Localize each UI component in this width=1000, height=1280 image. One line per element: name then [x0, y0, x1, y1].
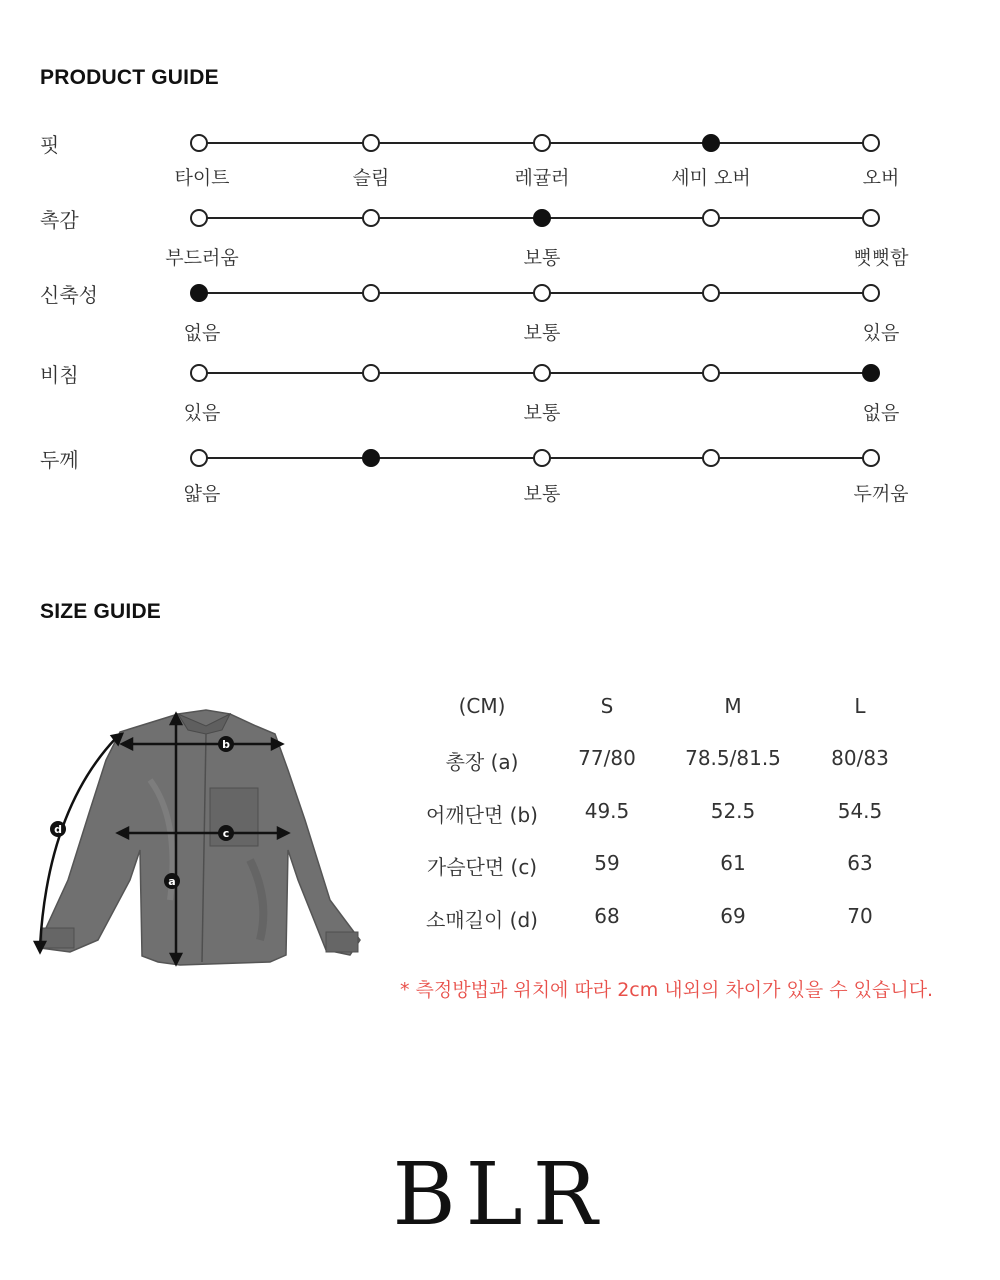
scale-dot-selected — [533, 209, 551, 227]
product-guide-title: PRODUCT GUIDE — [40, 66, 219, 89]
size-table-cell: 68 — [594, 904, 620, 928]
size-table-header-cell: M — [724, 694, 742, 718]
scale-dot — [362, 284, 380, 302]
scale-label: 세미 오버 — [671, 167, 751, 189]
shirt-image — [30, 700, 370, 980]
scale-label: 있음 — [183, 402, 221, 424]
scale-dot-selected — [190, 284, 208, 302]
scale-label: 두꺼움 — [853, 483, 909, 505]
scale-label: 보통 — [523, 322, 561, 344]
scale-dot-selected — [862, 364, 880, 382]
scale-dot — [862, 209, 880, 227]
shirt-measurement-diagram — [30, 700, 370, 980]
size-table-cell: 54.5 — [837, 799, 883, 823]
size-table-row-label: 어깨단면 (b) — [426, 803, 538, 827]
scale-dot — [862, 449, 880, 467]
size-table-cell: 61 — [720, 851, 746, 875]
size-table-cell: 63 — [847, 851, 873, 875]
scale-label: 얇음 — [183, 483, 221, 505]
diagram-label-a: a — [168, 875, 176, 888]
guide-row-label: 두께 — [40, 448, 79, 472]
scale-dot — [862, 134, 880, 152]
size-table-cell: 80/83 — [831, 746, 889, 770]
size-table-row-label: 가슴단면 (c) — [426, 855, 538, 879]
scale-dot — [362, 364, 380, 382]
diagram-label-b: b — [222, 738, 230, 751]
scale-label: 없음 — [862, 402, 900, 424]
scale-dot — [702, 209, 720, 227]
size-table-cell: 59 — [594, 851, 620, 875]
scale-dot — [533, 134, 551, 152]
scale-label: 없음 — [183, 322, 221, 344]
scale-dot-selected — [702, 134, 720, 152]
scale-dot — [190, 209, 208, 227]
size-guide-title: SIZE GUIDE — [40, 600, 162, 623]
brand-logo: BLR — [392, 1145, 608, 1245]
scale-label: 슬림 — [352, 167, 390, 189]
size-table-header-cell: (CM) — [458, 694, 506, 718]
scale-label: 레귤러 — [514, 167, 570, 189]
scale-label: 보통 — [523, 247, 561, 269]
size-table-cell: 77/80 — [578, 746, 636, 770]
scale-dot — [533, 449, 551, 467]
size-table-cell: 78.5/81.5 — [685, 746, 781, 770]
scale-dot — [862, 284, 880, 302]
scale-dot — [702, 364, 720, 382]
scale-dot — [533, 364, 551, 382]
scale-dot — [190, 134, 208, 152]
guide-row-label: 촉감 — [40, 208, 79, 232]
size-table-header-cell: L — [854, 694, 866, 718]
guide-row-label: 신축성 — [40, 283, 98, 307]
scale-label: 부드러움 — [165, 247, 239, 269]
scale-dot — [533, 284, 551, 302]
size-table-cell: 69 — [720, 904, 746, 928]
diagram-label-d: d — [54, 823, 62, 836]
scale-dot — [362, 209, 380, 227]
scale-label: 타이트 — [174, 167, 230, 189]
scale-dot — [190, 449, 208, 467]
size-table-cell: 70 — [847, 904, 873, 928]
scale-dot — [702, 284, 720, 302]
scale-dot — [702, 449, 720, 467]
guide-row-label: 비침 — [40, 363, 79, 387]
size-table-row-label: 소매길이 (d) — [426, 908, 538, 932]
scale-label: 보통 — [523, 402, 561, 424]
size-table-cell: 52.5 — [710, 799, 756, 823]
scale-dot — [362, 134, 380, 152]
diagram-label-c: c — [222, 827, 230, 840]
scale-label: 보통 — [523, 483, 561, 505]
scale-dot — [190, 364, 208, 382]
size-table-header-cell: S — [600, 694, 614, 718]
scale-label: 오버 — [862, 167, 900, 189]
scale-label: 있음 — [862, 322, 900, 344]
scale-label: 뻣뻣함 — [853, 247, 909, 269]
measurement-note: * 측정방법과 위치에 따라 2cm 내외의 차이가 있을 수 있습니다. — [400, 979, 934, 1001]
size-table-row-label: 총장 (a) — [445, 750, 519, 774]
guide-row-label: 핏 — [40, 133, 60, 157]
size-table-cell: 49.5 — [584, 799, 630, 823]
scale-dot-selected — [362, 449, 380, 467]
